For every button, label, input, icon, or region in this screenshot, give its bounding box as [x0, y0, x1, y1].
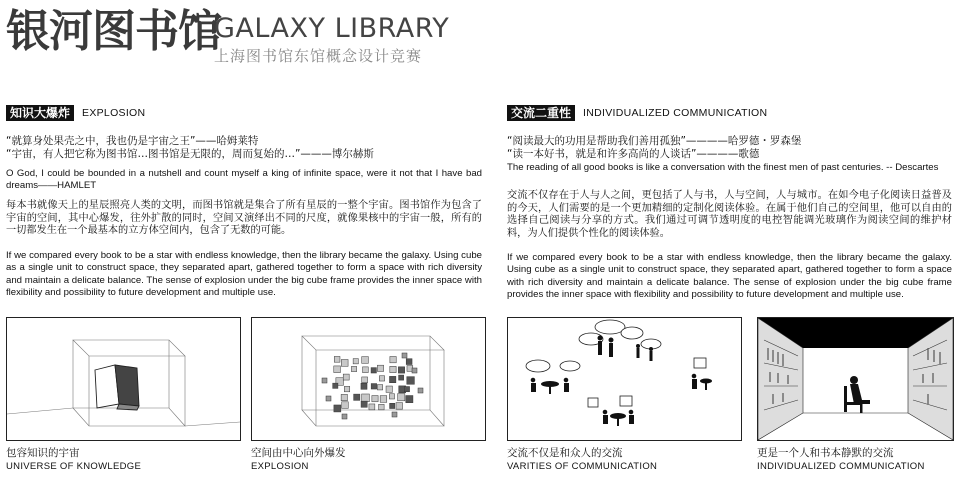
cube-block — [404, 387, 409, 392]
cube-block — [362, 394, 370, 402]
cube-block — [334, 356, 340, 362]
quote-rosenberg: “阅读最大的功用是帮助我们善用孤独”————哈罗德・罗森堡 — [507, 135, 802, 147]
panel-caption-en: UNIVERSE OF KNOWLEDGE — [6, 461, 142, 472]
cube-block — [389, 376, 395, 382]
cube-block — [399, 375, 404, 380]
cube-block — [390, 403, 395, 408]
people-communicating-illustration — [508, 318, 741, 440]
cube-block — [344, 386, 349, 391]
panel-caption-cn: 空间由中心向外爆发 — [251, 447, 346, 459]
cube-block — [342, 414, 347, 419]
solitary-reader-illustration — [758, 318, 953, 440]
body-en: If we compared every book to be a star with endless knowledge, then the library became the galaxy. Using cube as a single unit to construct space, they separated apart, gathered together to form a space with rich diversity and maintain a delicate balance. The sense of explosion under the big cube frame provides the inner space with flexibility and possibility to future development and multiple use. — [507, 252, 952, 301]
cube-block — [322, 378, 327, 383]
cube-block — [354, 394, 360, 400]
cube-block — [377, 365, 383, 371]
cube-block — [334, 366, 341, 373]
cube-block — [390, 366, 396, 372]
page-subtitle: 上海图书馆东馆概念设计竞赛 — [214, 47, 423, 65]
panel-explosion — [251, 317, 486, 441]
cube-block — [372, 396, 378, 402]
cube-block — [398, 367, 404, 373]
page-title-cn: 银河图书馆 — [6, 6, 221, 57]
cube-block — [402, 353, 407, 358]
section-tag-en: EXPLOSION — [82, 107, 146, 119]
cube-block — [369, 404, 375, 410]
cube-block — [342, 402, 349, 409]
cube-block — [362, 377, 368, 383]
cube-block — [341, 360, 348, 367]
cube-block — [361, 383, 367, 389]
panel-caption-cn: 包容知识的宇宙 — [6, 447, 80, 459]
cube-block — [406, 359, 412, 365]
cube-block — [380, 396, 387, 403]
cube-block — [412, 368, 417, 373]
cube-block — [371, 384, 376, 389]
cube-block — [343, 374, 349, 380]
cube-block — [407, 377, 415, 385]
section-head-communication — [507, 105, 767, 121]
cube-block — [377, 385, 382, 390]
quote-borges: “宇宙，有人把它称为图书馆…图书馆是无限的，周而复始的…”———博尔赫斯 — [6, 148, 374, 160]
section-tag: 知识大爆炸 — [6, 105, 74, 121]
panel-caption-cn: 交流不仅是和众人的交流 — [507, 447, 623, 459]
panel-caption-cn: 更是一个人和书本静默的交流 — [757, 447, 894, 459]
body-cn: 每本书就像天上的星辰照亮人类的文明，而图书馆就是集合了所有星辰的一整个宇宙。图书馆作为包含了宇宙的空间，其中心爆发，往外扩散的同时，空间又演绎出不同的尺度，就像果核中的宇宙一般，所有的一切都发生在一个最基本的立方体空间内，包含了无数的可能。 — [6, 200, 482, 237]
cube-block — [326, 396, 331, 401]
cube-block — [361, 401, 367, 407]
cube-block — [389, 394, 394, 399]
panel-caption-en: EXPLOSION — [251, 461, 309, 472]
cube-block — [390, 356, 396, 362]
quote-goethe: “读一本好书，就是和许多高尚的人谈话”————歌德 — [507, 148, 760, 160]
cube-block — [362, 357, 369, 364]
cube-block — [334, 405, 341, 412]
panel-individualized — [757, 317, 954, 441]
cube-block — [392, 412, 397, 417]
cube-block — [353, 359, 358, 364]
quote-en: O God, I could be bounded in a nutshell and count myself a king of infinite space, were it not that I have bad dreams——HAMLET — [6, 168, 482, 192]
cube-block — [363, 367, 369, 373]
section-head-explosion — [6, 105, 145, 121]
panel-caption-en: INDIVIDUALIZED COMMUNICATION — [757, 461, 925, 472]
cube-block — [379, 404, 385, 410]
cube-block — [341, 394, 347, 400]
page-title-en: GALAXY LIBRARY — [214, 13, 450, 44]
cube-block — [398, 394, 405, 401]
quote-descartes: The reading of all good books is like a conversation with the finest men of past centuries. -- Descartes — [507, 162, 939, 173]
cube-block — [386, 386, 392, 392]
quote-hamlet: “就算身处果壳之中，我也仍是宇宙之王”——哈姆莱特 — [6, 135, 259, 147]
book-in-cube-illustration — [7, 318, 240, 440]
panel-caption-en: VARITIES OF COMMUNICATION — [507, 461, 658, 472]
cube-block — [371, 368, 376, 373]
exploding-cubes-illustration — [252, 318, 485, 440]
panel-communication — [507, 317, 742, 441]
cube-block — [396, 403, 403, 410]
panel-universe — [6, 317, 241, 441]
section-tag-en: INDIVIDUALIZED COMMUNICATION — [583, 107, 768, 119]
cube-block — [333, 383, 338, 388]
body-en: If we compared every book to be a star with endless knowledge, then the library became the galaxy. Using cube as a single unit to construct space, they separated apart, gathered together to form a space with rich diversity and maintain a delicate balance. The sense of explosion under the big cube frame provides the inner space with flexibility and possibility to future development and multiple use. — [6, 250, 482, 299]
cube-block — [379, 376, 384, 381]
body-cn: 交流不仅存在于人与人之间，更包括了人与书，人与空间，人与城市。在如今电子化阅读日益普及的今天，人们需要的是一个更加精细的定制化阅读体验。在属于他们自己的空间里，他可以自由的选择自己阅读与分享的方式。我们通过可调节透明度的电控智能调光玻璃作为阅读空间的维护材料，为人们提供个性化的阅读体验。 — [507, 190, 952, 239]
cube-block — [406, 396, 413, 403]
cube-block — [351, 366, 356, 371]
cube-block — [418, 388, 423, 393]
section-tag: 交流二重性 — [507, 105, 575, 121]
